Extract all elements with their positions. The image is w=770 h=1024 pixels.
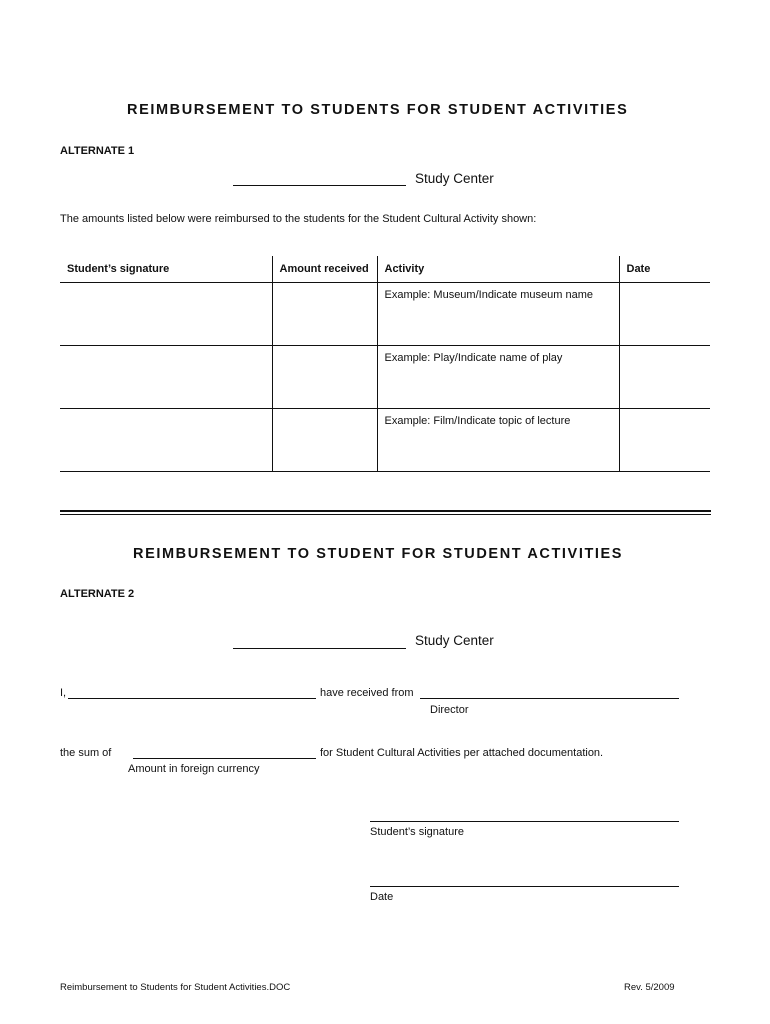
intro-text: The amounts listed below were reimbursed to the students for the Student Cultural Activity shown: (60, 213, 537, 225)
activities-table (60, 256, 710, 472)
date-cell[interactable] (619, 409, 710, 472)
col-header-signature: Student’s signature (60, 256, 272, 283)
section-divider-thin (60, 514, 711, 515)
date-caption: Date (370, 891, 394, 903)
date-cell[interactable] (619, 346, 710, 409)
signature-cell[interactable] (60, 409, 272, 472)
student-signature-caption: Student’s signature (370, 826, 464, 838)
study-center-label-2: Study Center (415, 633, 494, 648)
sum-of-label: the sum of (60, 747, 112, 759)
section-divider-thick (60, 510, 711, 512)
amount-caption: Amount in foreign currency (128, 763, 260, 775)
student-signature-field[interactable] (370, 821, 679, 822)
table-row (60, 346, 710, 409)
activity-cell[interactable]: Example: Museum/Indicate museum name (377, 283, 619, 346)
alternate2-label: ALTERNATE 2 (60, 588, 135, 600)
date-cell[interactable] (619, 283, 710, 346)
col-header-amount: Amount received (272, 256, 377, 283)
study-center-label-1: Study Center (415, 171, 494, 186)
study-center-field-2[interactable] (233, 648, 406, 649)
col-header-date: Date (619, 256, 710, 283)
purpose-text: for Student Cultural Activities per attached documentation. (320, 747, 604, 759)
alternate1-label: ALTERNATE 1 (60, 145, 135, 157)
col-header-activity: Activity (377, 256, 619, 283)
footer-revision: Rev. 5/2009 (624, 982, 675, 993)
amount-cell[interactable] (272, 409, 377, 472)
i-label: I, (60, 687, 67, 699)
director-field[interactable] (420, 698, 679, 699)
activity-cell[interactable]: Example: Film/Indicate topic of lecture (377, 409, 619, 472)
amount-field[interactable] (133, 758, 316, 759)
table-row (60, 283, 710, 346)
table-header-row (60, 256, 710, 283)
signature-cell[interactable] (60, 283, 272, 346)
director-caption: Director (430, 704, 469, 716)
footer-filename: Reimbursement to Students for Student Activities.DOC (60, 982, 291, 993)
activity-cell[interactable]: Example: Play/Indicate name of play (377, 346, 619, 409)
study-center-field-1[interactable] (233, 185, 406, 186)
received-from-label: have received from (320, 687, 414, 699)
table-row (60, 409, 710, 472)
amount-cell[interactable] (272, 283, 377, 346)
section2-title: REIMBURSEMENT TO STUDENT FOR STUDENT ACTIVITIES (133, 546, 624, 562)
section1-title: REIMBURSEMENT TO STUDENTS FOR STUDENT ACTIVITIES (127, 102, 629, 118)
date-field[interactable] (370, 886, 679, 887)
name-field[interactable] (68, 698, 316, 699)
signature-cell[interactable] (60, 346, 272, 409)
amount-cell[interactable] (272, 346, 377, 409)
